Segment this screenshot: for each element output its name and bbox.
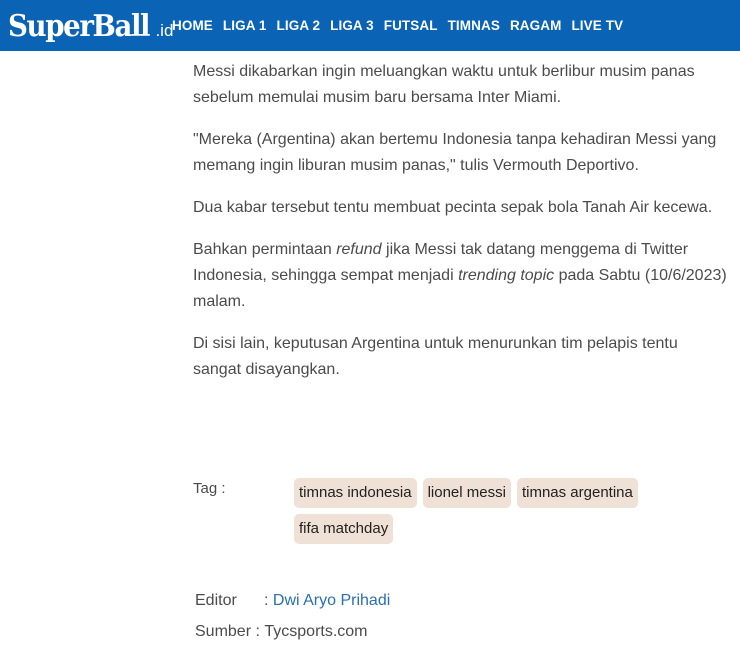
- article-paragraph-1: Messi dikabarkan ingin meluangkan waktu untuk berlibur musim panas sebelum memulai musim baru bersama Inter Miami.: [193, 63, 695, 106]
- nav-link-liga-3[interactable]: LIGA 3: [330, 18, 374, 33]
- article-paragraph-5: Di sisi lain, keputusan Argentina untuk menurunkan tim pelapis tentu sangat disayangkan.: [193, 335, 678, 378]
- nav-link-futsal[interactable]: FUTSAL: [383, 18, 438, 33]
- tag-fifa-matchday[interactable]: fifa matchday: [294, 514, 393, 544]
- editor-separator: :: [264, 592, 273, 609]
- tag-list: [294, 478, 694, 544]
- superball-logo[interactable]: [8, 6, 173, 46]
- nav-item-live-tv: [571, 18, 623, 33]
- emphasis-trending-topic: trending topic: [458, 267, 555, 284]
- top-navigation-bar: [0, 0, 740, 51]
- article-credits: [195, 585, 390, 647]
- emphasis-refund: refund: [336, 241, 382, 258]
- nav-link-liga-2[interactable]: LIGA 2: [276, 18, 321, 33]
- article-paragraph-2: "Mereka (Argentina) akan bertemu Indonesia tanpa kehadiran Messi yang memang ingin liburan musim panas," tulis Vermouth Deportivo.: [193, 131, 717, 174]
- source-separator: :: [251, 623, 265, 640]
- source-label: Sumber: [195, 623, 252, 640]
- source-value: Tycsports.com: [264, 623, 368, 640]
- source-row: [195, 616, 390, 647]
- nav-item-futsal: [384, 18, 438, 33]
- nav-link-ragam[interactable]: RAGAM: [509, 18, 562, 33]
- tag-lionel-messi[interactable]: lionel messi: [423, 478, 511, 508]
- nav-item-ragam: [510, 18, 562, 33]
- nav-link-timnas[interactable]: TIMNAS: [447, 18, 500, 33]
- nav-item-liga-3: [330, 18, 374, 33]
- article-paragraph-3: Dua kabar tersebut tentu membuat pecinta sepak bola Tanah Air kecewa.: [193, 199, 713, 216]
- paragraph-text: jika Messi tak datang menggema di Twitter Indonesia, sehingga sempat menjadi: [193, 241, 689, 284]
- nav-item-timnas: [448, 18, 500, 33]
- tag-label: Tag :: [193, 480, 226, 497]
- main-nav: [172, 0, 623, 51]
- paragraph-text: Bahkan permintaan: [193, 241, 337, 258]
- paragraph-text: pada Sabtu (10/6/2023) malam.: [193, 267, 727, 310]
- nav-item-home: [172, 18, 213, 33]
- editor-name-link[interactable]: Dwi Aryo Prihadi: [272, 592, 391, 609]
- nav-link-home[interactable]: HOME: [172, 18, 213, 33]
- tag-timnas-indonesia[interactable]: timnas indonesia: [294, 478, 417, 508]
- editor-row: [195, 585, 390, 616]
- editor-label: Editor: [195, 592, 237, 609]
- nav-link-live-tv[interactable]: LIVE TV: [571, 18, 624, 33]
- nav-item-liga-1: [223, 18, 267, 33]
- nav-link-liga-1[interactable]: LIGA 1: [222, 18, 267, 33]
- article-body: [193, 59, 728, 399]
- logo-text: SuperBall: [8, 9, 150, 44]
- article-paragraph-4: [193, 237, 728, 315]
- logo-suffix: .id: [155, 21, 174, 40]
- nav-item-liga-2: [277, 18, 321, 33]
- tag-timnas-argentina[interactable]: timnas argentina: [517, 478, 638, 508]
